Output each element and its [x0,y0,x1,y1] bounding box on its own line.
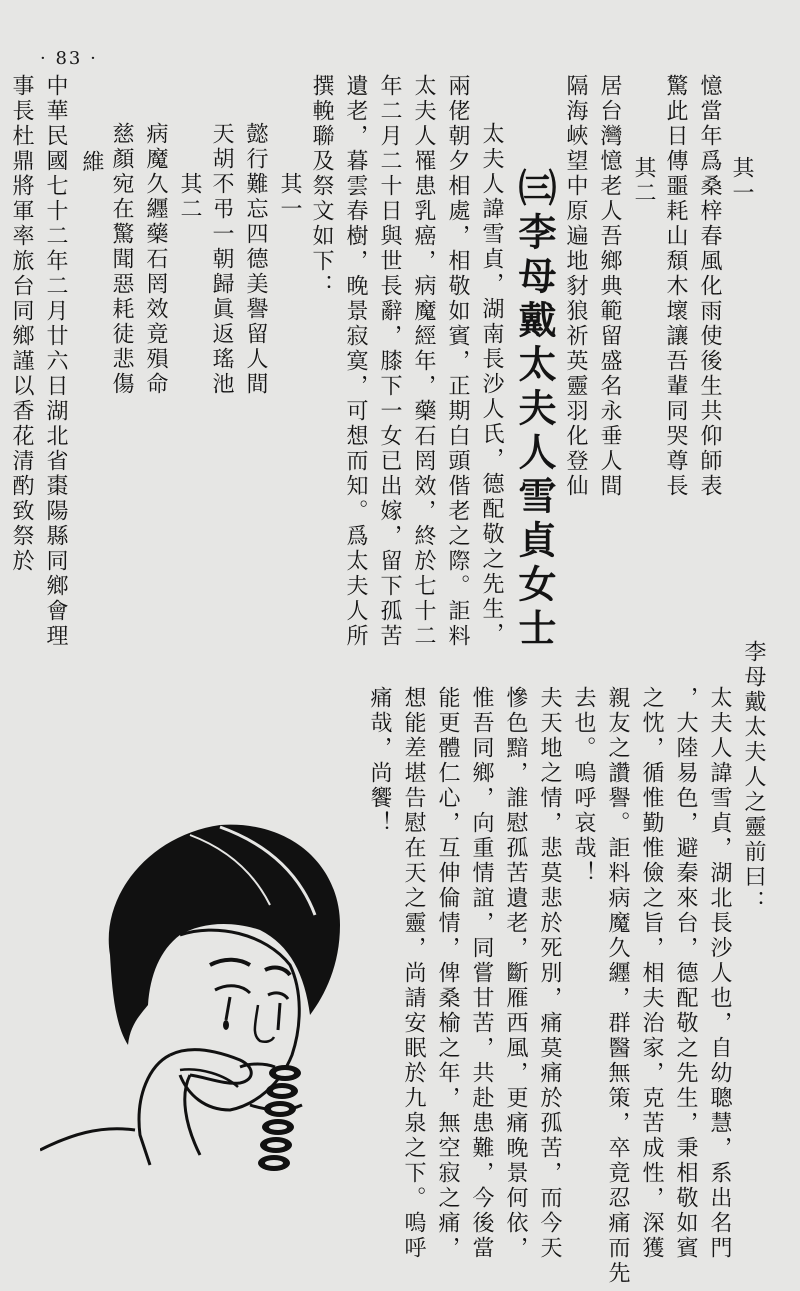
eulogy-line-3: 李母戴太夫人之靈前曰： [741,640,766,915]
section-title: ㈢李母戴太夫人雪貞女士 [512,168,557,652]
couplet2-line2: 隔海峽望中原遍地豺狼祈英靈羽化登仙 [563,74,588,499]
body-line-6: 撰輓聯及祭文如下： [309,74,334,299]
body-line-5: 遺老，暮雲春樹，晚景寂寞，可想而知。爲太夫人所 [343,74,368,649]
eulogy-line-9: 夫天地之情，悲莫悲於死別，痛莫痛於孤苦，而今天 [537,686,562,1261]
page-number: · 83 · [40,48,98,69]
elegy2-heading: 其二 [177,172,202,222]
weeping-woman-drawing-icon [40,805,370,1175]
body-line-4: 年二月二十日與世長辭，膝下一女已出嫁，留下孤苦 [377,74,402,649]
eulogy-line-8: 去也。嗚呼哀哉！ [571,686,596,886]
elegy2-line2: 慈顏宛在驚聞惡耗徒悲傷 [109,122,134,397]
elegy1-line2: 天胡不弔一朝歸眞返瑤池 [209,122,234,397]
couplet2-heading: 其二 [631,156,656,206]
eulogy-line-11: 惟吾同鄉，向重情誼，同嘗甘苦，共赴患難，今後當 [469,686,494,1261]
elegy1-heading: 其一 [277,172,302,222]
elegy2-line1: 病魔久纒藥石罔效竟殞命 [143,122,168,397]
body-line-1: 太夫人諱雪貞，湖南長沙人氏，德配敬之先生， [479,122,504,647]
eulogy-line-1: 中華民國七十二年二月廿六日湖北省棗陽縣同鄉會理 [43,74,68,649]
couplet1-line1: 憶當年爲桑梓春風化雨使後生共仰師表 [697,74,722,499]
eulogy-line-7: 親友之讚譽。詎料病魔久纒，群醫無策，卒竟忍痛而先 [605,686,630,1286]
eulogy-line-14: 痛哉，尚饗！ [367,686,392,836]
eulogy-line-2: 事長杜鼎將軍率旅台同鄉謹以香花清酌致祭於 [9,74,34,574]
eulogy-line-10: 慘色黯，誰慰孤苦遺老，斷雁西風，更痛晚景何依， [503,686,528,1261]
couplet1-heading: 其一 [729,156,754,206]
eulogy-line-13: 想能差堪告慰在天之靈，尚請安眠於九泉之下。嗚呼 [401,686,426,1261]
elegy1-line1: 懿行難忘四德美譽留人間 [243,122,268,397]
couplet2-line1: 居台灣憶老人吾鄉典範留盛名永垂人間 [597,74,622,499]
eulogy-line-12: 能更體仁心，互伸倫情，俾桑榆之年，無空寂之痛， [435,686,460,1261]
couplet1-line2: 驚此日傳噩耗山頹木壞讓吾輩同哭尊長 [663,74,688,499]
eulogy-opening: 維 [79,150,104,175]
eulogy-line-4: 太夫人諱雪貞，湖北長沙人也，自幼聰慧，系出名門 [707,686,732,1261]
body-line-2: 兩佬朝夕相處，相敬如賓，正期白頭偕老之際。詎料 [445,74,470,649]
eulogy-line-5: ，大陸易色，避秦來台，德配敬之先生，秉相敬如賓 [673,686,698,1261]
eulogy-line-6: 之忱，循惟勤惟儉之旨，相夫治家，克苦成性，深獲 [639,686,664,1261]
body-line-3: 太夫人罹患乳癌，病魔經年，藥石罔效，終於七十二 [411,74,436,649]
